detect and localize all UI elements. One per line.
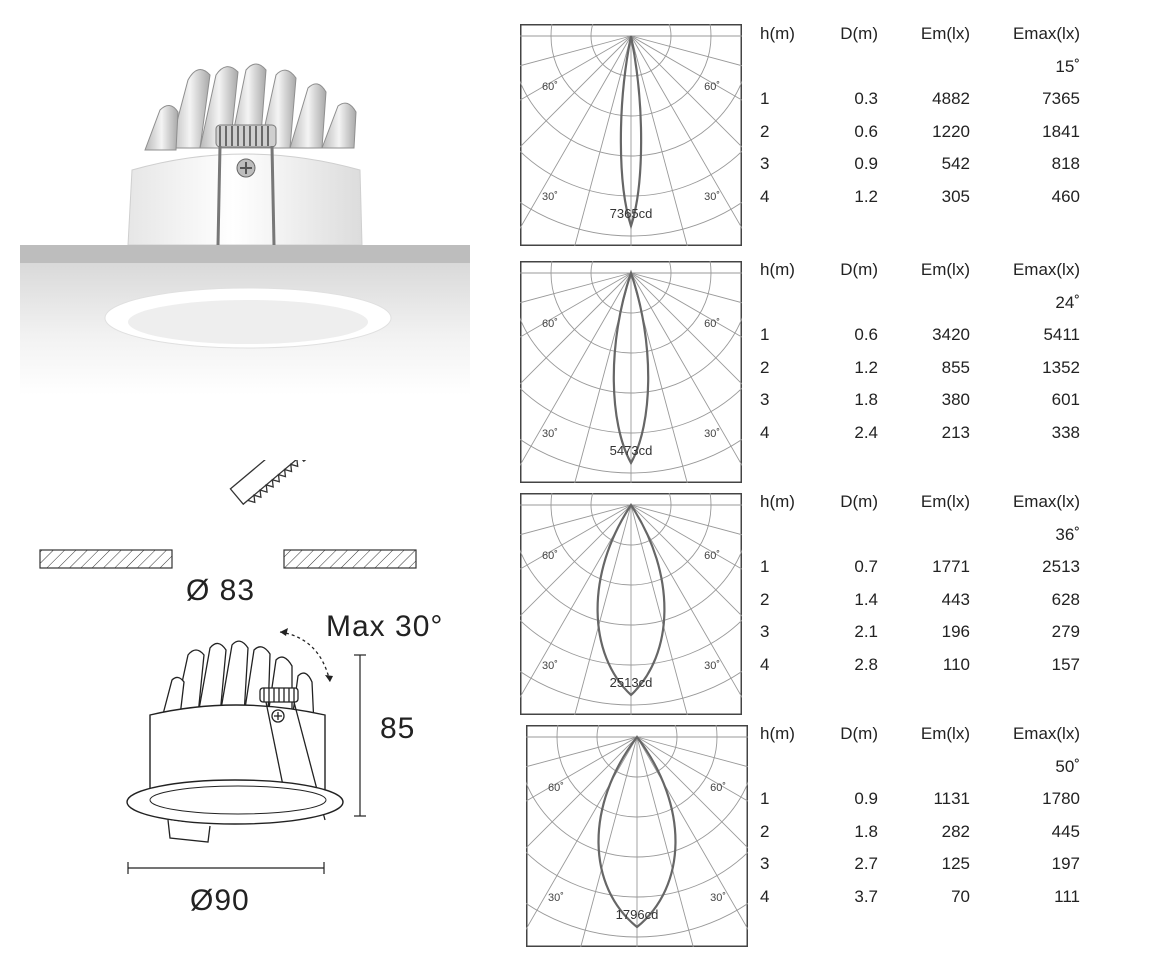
photometric-table-3 [760, 486, 1080, 681]
table-cell: 0.9 [854, 789, 878, 809]
table-cell: 1 [760, 89, 770, 109]
table-cell: 1.8 [854, 821, 878, 841]
table-cell: 0.7 [854, 557, 878, 577]
table-cell: 380 [941, 390, 970, 410]
table-header-row [760, 486, 1080, 519]
column-header: h(m) [760, 260, 795, 280]
column-header: D(m) [840, 260, 878, 280]
table-cell: 460 [1051, 186, 1080, 206]
column-header: h(m) [760, 492, 795, 512]
beam-angle-row [760, 287, 1080, 320]
table-cell: 2 [760, 121, 770, 141]
column-header: D(m) [840, 492, 878, 512]
table-cell: 4882 [932, 89, 970, 109]
table-cell: 2.7 [854, 854, 878, 874]
cutout-diameter-label: Ø 83 [186, 574, 256, 607]
table-cell: 0.3 [854, 89, 878, 109]
peak-intensity-label: 1796cd [615, 907, 659, 922]
table-cell: 3 [760, 390, 770, 410]
table-header-row [760, 718, 1080, 751]
table-cell: 3 [760, 854, 770, 874]
lens-opening [128, 300, 368, 344]
beam-angle-value: 36˚ [1055, 524, 1080, 544]
table-cell: 1.2 [854, 186, 878, 206]
tilt-label: Max 30° [326, 610, 444, 643]
column-header: D(m) [840, 724, 878, 744]
table-cell: 157 [1051, 654, 1080, 674]
table-row [760, 319, 1080, 352]
polar-diagram-3 [520, 493, 742, 715]
diameter-label: Ø90 [190, 884, 250, 917]
angle-label: 60˚ [704, 550, 720, 562]
column-header: Emax(lx) [1012, 492, 1080, 512]
table-cell: 2 [760, 357, 770, 377]
angle-label: 60˚ [542, 81, 558, 93]
polar-grid [520, 493, 742, 715]
table-cell: 1.4 [854, 589, 878, 609]
angle-label: 30˚ [704, 428, 720, 440]
table-row [760, 551, 1080, 584]
table-cell: 2.4 [854, 422, 878, 442]
table-cell: 1.2 [854, 357, 878, 377]
photometric-table-4 [760, 718, 1080, 913]
table-cell: 196 [941, 622, 970, 642]
table-cell: 445 [1051, 821, 1080, 841]
table-cell: 4 [760, 886, 770, 906]
table-row [760, 181, 1080, 214]
beam-angle-value: 15˚ [1055, 56, 1080, 76]
table-cell: 1.8 [854, 390, 878, 410]
table-cell: 0.6 [854, 121, 878, 141]
angle-label: 30˚ [542, 660, 558, 672]
angle-label: 30˚ [548, 892, 564, 904]
table-cell: 1780 [1042, 789, 1080, 809]
table-row [760, 148, 1080, 181]
table-row [760, 616, 1080, 649]
table-row [760, 584, 1080, 617]
angle-label: 30˚ [704, 191, 720, 203]
ceiling-section-left [40, 550, 172, 568]
angle-label: 60˚ [542, 318, 558, 330]
table-cell: 542 [941, 154, 970, 174]
table-cell: 70 [951, 886, 970, 906]
fixture-drawing [120, 620, 390, 920]
table-cell: 628 [1051, 589, 1080, 609]
ceiling-section-right [284, 550, 416, 568]
table-cell: 279 [1051, 622, 1080, 642]
table-row [760, 384, 1080, 417]
angle-label: 60˚ [710, 782, 726, 794]
column-header: Emax(lx) [1012, 724, 1080, 744]
beam-angle-row [760, 519, 1080, 552]
table-cell: 1131 [933, 789, 970, 809]
saw-icon [228, 460, 330, 509]
column-header: Em(lx) [920, 724, 970, 744]
table-cell: 3 [760, 622, 770, 642]
beam-angle-value: 24˚ [1055, 292, 1080, 312]
table-cell: 2 [760, 589, 770, 609]
column-header: Em(lx) [920, 492, 970, 512]
table-cell: 1 [760, 325, 770, 345]
table-row [760, 649, 1080, 682]
table-cell: 0.6 [854, 325, 878, 345]
table-cell: 4 [760, 186, 770, 206]
table-cell: 1 [760, 789, 770, 809]
table-cell: 855 [941, 357, 970, 377]
photometric-table-1 [760, 18, 1080, 213]
table-row [760, 848, 1080, 881]
table-row [760, 417, 1080, 450]
table-header-row [760, 254, 1080, 287]
table-cell: 0.9 [854, 154, 878, 174]
table-header-row [760, 18, 1080, 51]
table-cell: 213 [941, 422, 970, 442]
table-cell: 2.1 [854, 622, 878, 642]
table-cell: 1352 [1042, 357, 1080, 377]
angle-label: 60˚ [704, 318, 720, 330]
polar-grid [520, 261, 742, 483]
table-cell: 338 [1051, 422, 1080, 442]
peak-intensity-label: 2513cd [609, 675, 653, 690]
ceiling-board-edge [20, 245, 470, 263]
cutout-drawing [30, 460, 430, 580]
product-photo [20, 20, 470, 395]
table-row [760, 783, 1080, 816]
angle-label: 30˚ [704, 660, 720, 672]
table-row [760, 116, 1080, 149]
table-cell: 197 [1051, 854, 1080, 874]
table-cell: 3 [760, 154, 770, 174]
polar-diagram-2 [520, 261, 742, 483]
table-cell: 110 [942, 654, 970, 674]
angle-label: 30˚ [542, 428, 558, 440]
table-row [760, 881, 1080, 914]
polar-grid [526, 725, 748, 947]
table-cell: 282 [941, 821, 970, 841]
table-cell: 305 [941, 186, 970, 206]
table-cell: 4 [760, 422, 770, 442]
column-header: D(m) [840, 24, 878, 44]
table-cell: 7365 [1042, 89, 1080, 109]
angle-label: 60˚ [542, 550, 558, 562]
table-cell: 3420 [932, 325, 970, 345]
polar-diagram-1 [520, 24, 742, 246]
angle-label: 30˚ [710, 892, 726, 904]
polar-grid [520, 24, 742, 246]
column-header: Emax(lx) [1012, 24, 1080, 44]
table-cell: 4 [760, 654, 770, 674]
height-label: 85 [380, 712, 416, 745]
column-header: h(m) [760, 24, 795, 44]
table-cell: 2513 [1042, 557, 1080, 577]
table-cell: 111 [1054, 886, 1080, 906]
table-cell: 443 [941, 589, 970, 609]
column-header: Em(lx) [920, 260, 970, 280]
table-cell: 3.7 [854, 886, 878, 906]
peak-intensity-label: 5473cd [609, 443, 653, 458]
table-cell: 5411 [1043, 325, 1080, 345]
beam-angle-value: 50˚ [1055, 756, 1080, 776]
column-header: Em(lx) [920, 24, 970, 44]
peak-intensity-label: 7365cd [609, 206, 653, 221]
table-cell: 1841 [1042, 121, 1080, 141]
beam-angle-row [760, 751, 1080, 784]
lens-drawing [150, 786, 326, 814]
table-cell: 2 [760, 821, 770, 841]
table-cell: 601 [1051, 390, 1080, 410]
table-cell: 1220 [932, 121, 970, 141]
angle-label: 60˚ [704, 81, 720, 93]
table-cell: 818 [1051, 154, 1080, 174]
beam-angle-row [760, 51, 1080, 84]
table-cell: 125 [941, 854, 970, 874]
polar-diagram-4 [526, 725, 748, 947]
table-cell: 2.8 [854, 654, 878, 674]
table-cell: 1771 [932, 557, 970, 577]
column-header: Emax(lx) [1012, 260, 1080, 280]
table-row [760, 816, 1080, 849]
angle-label: 60˚ [548, 782, 564, 794]
angle-label: 30˚ [542, 191, 558, 203]
table-row [760, 83, 1080, 116]
table-row [760, 352, 1080, 385]
table-cell: 1 [760, 557, 770, 577]
column-header: h(m) [760, 724, 795, 744]
photometric-table-2 [760, 254, 1080, 449]
